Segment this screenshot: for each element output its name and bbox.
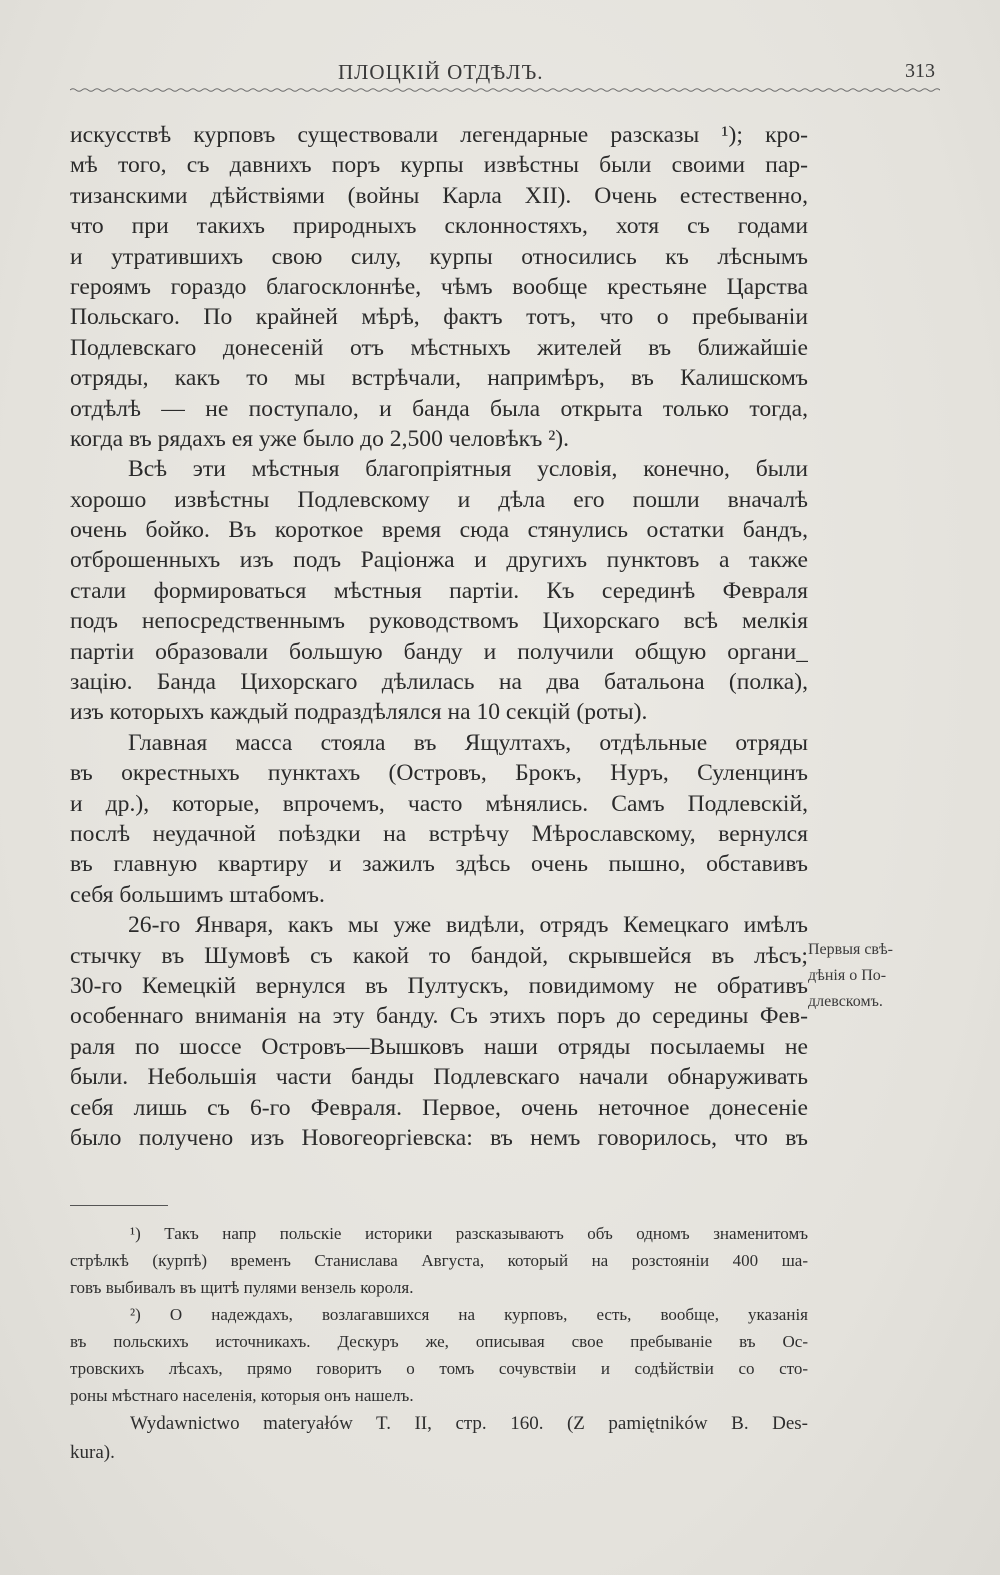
- footnote-line: ¹) Такъ напр польскіе историки разсказываютъ объ одномъ знаменитомъ: [130, 1224, 808, 1243]
- text-line: очень бойко. Въ короткое время сюда стянулись остатки бандъ,: [70, 517, 808, 544]
- margin-note-line: Первыя свѣ-: [808, 941, 893, 958]
- text-line: тизанскими дѣйствіями (войны Карла XII). Очень естественно,: [70, 182, 808, 209]
- text-line: въ главную квартиру и зажилъ здѣсь очень пышно, обставивъ: [70, 851, 808, 878]
- footnote-line: ²) О надеждахъ, возлагавшихся на курповъ, есть, вообще, указанія: [130, 1305, 808, 1324]
- text-line: и утратившихъ свою силу, курпы относились къ лѣснымъ: [70, 243, 808, 270]
- source-citation: [70, 1409, 808, 1467]
- text-line: искусствѣ курповъ существовали легендарные разсказы ¹); кро-: [70, 122, 808, 148]
- text-line: особеннаго вниманія на эту банду. Съ этихъ поръ до середины Фев-: [70, 1003, 808, 1030]
- text-line: раля по шоссе Островъ—Вышковъ наши отряды посылаемы не: [70, 1033, 808, 1060]
- text-line: было получено изъ Новогеоргіевска: въ немъ говорилось, что въ: [70, 1124, 808, 1151]
- running-head: ПЛОЦКІЙ ОТДѢЛЪ.: [338, 60, 544, 84]
- text-line: изъ которыхъ каждый подраздѣлялся на 10 секцій (роты).: [70, 699, 648, 726]
- text-line: Польскаго. По крайней мѣрѣ, фактъ тотъ, что о пребываніи: [70, 304, 808, 331]
- margin-note-line: дѣнія о По-: [808, 967, 887, 984]
- page-number: 313: [905, 60, 935, 82]
- text-line: отряды, какъ то мы встрѣчали, напримѣръ, въ Калишскомъ: [70, 365, 808, 392]
- footnote-line: стрѣлкѣ (курпѣ) временъ Станислава Августа, который на розстояніи 400 ша-: [70, 1251, 808, 1270]
- page-header: [70, 56, 940, 90]
- source-line: Wydawnictwo materyałów T. II, стр. 160. (Z pamiętników B. Des-: [130, 1413, 808, 1434]
- source-line: kura).: [70, 1442, 115, 1463]
- text-line: отброшенныхъ изъ подъ Раціонжа и другихъ пунктовъ а также: [70, 547, 808, 574]
- text-line: зацію. Банда Цихорскаго дѣлилась на два батальона (полка),: [70, 669, 808, 696]
- text-line: были. Небольшія части банды Подлевскаго начали обнаруживать: [70, 1064, 808, 1091]
- footnotes: [70, 1220, 808, 1467]
- footnote-line: въ польскихъ источникахъ. Дескуръ же, описывая свое пребываніе въ Ос-: [70, 1332, 808, 1351]
- text-line: въ окрестныхъ пунктахъ (Островъ, Брокъ, Нуръ, Суленцинъ: [70, 760, 808, 787]
- text-line: стали формироваться мѣстныя партіи. Къ серединѣ Февраля: [70, 577, 808, 604]
- text-line: Главная масса стояла въ Ящултахъ, отдѣльные отряды: [128, 729, 808, 756]
- text-line: Всѣ эти мѣстныя благопріятныя условія, конечно, были: [128, 456, 808, 483]
- footnote-divider: [70, 1205, 168, 1206]
- text-line: и др.), которые, впрочемъ, часто мѣнялись. Самъ Подлевскій,: [70, 790, 808, 817]
- text-line: послѣ неудачной поѣздки на встрѣчу Мѣрославскому, вернулся: [70, 820, 808, 847]
- text-line: 26-го Января, какъ мы уже видѣли, отрядъ Кемецкаго имѣлъ: [128, 912, 808, 939]
- wavy-rule: [70, 86, 940, 94]
- footnote-line: тровскихъ лѣсахъ, прямо говоритъ о томъ сочувствіи и содѣйствіи со сто-: [70, 1359, 808, 1378]
- text-line: хорошо извѣстны Подлевскому и дѣла его пошли вначалѣ: [70, 486, 808, 513]
- text-line: мѣ того, съ давнихъ поръ курпы извѣстны были своими пар-: [70, 152, 808, 179]
- text-line: партіи образовали большую банду и получили общую органи_: [70, 638, 808, 665]
- text-line: 30-го Кемецкій вернулся въ Пултускъ, повидимому не обративъ: [70, 972, 808, 999]
- footnote-line: говъ выбивалъ въ щитѣ пулями вензель короля.: [70, 1278, 414, 1297]
- footnote-line: роны мѣстнаго населенія, которыя онъ нашелъ.: [70, 1386, 414, 1405]
- text-line: что при такихъ природныхъ склонностяхъ, хотя съ годами: [70, 213, 808, 240]
- margin-note-line: длевскомъ.: [808, 993, 883, 1010]
- text-line: себя большимъ штабомъ.: [70, 881, 325, 908]
- text-line: героямъ гораздо благосклоннѣе, чѣмъ вообще крестьяне Царства: [70, 273, 808, 300]
- text-line: отдѣлѣ — не поступало, и банда была открыта только тогда,: [70, 395, 808, 422]
- footnote-block: [70, 1220, 808, 1409]
- text-line: Подлевскаго донесеній отъ мѣстныхъ жителей въ ближайшіе: [70, 334, 808, 361]
- text-line: подъ непосредственнымъ руководствомъ Цихорскаго всѣ мелкія: [70, 608, 808, 635]
- text-line: стычку въ Шумовѣ съ какой то бандой, скрывшейся въ лѣсъ;: [70, 942, 808, 969]
- margin-note: [808, 937, 938, 1015]
- text-line: себя лишь съ 6-го Февраля. Первое, очень неточное донесеніе: [70, 1094, 808, 1121]
- main-text: [70, 120, 808, 1153]
- text-line: когда въ рядахъ ея уже было до 2,500 человѣкъ ²).: [70, 425, 570, 452]
